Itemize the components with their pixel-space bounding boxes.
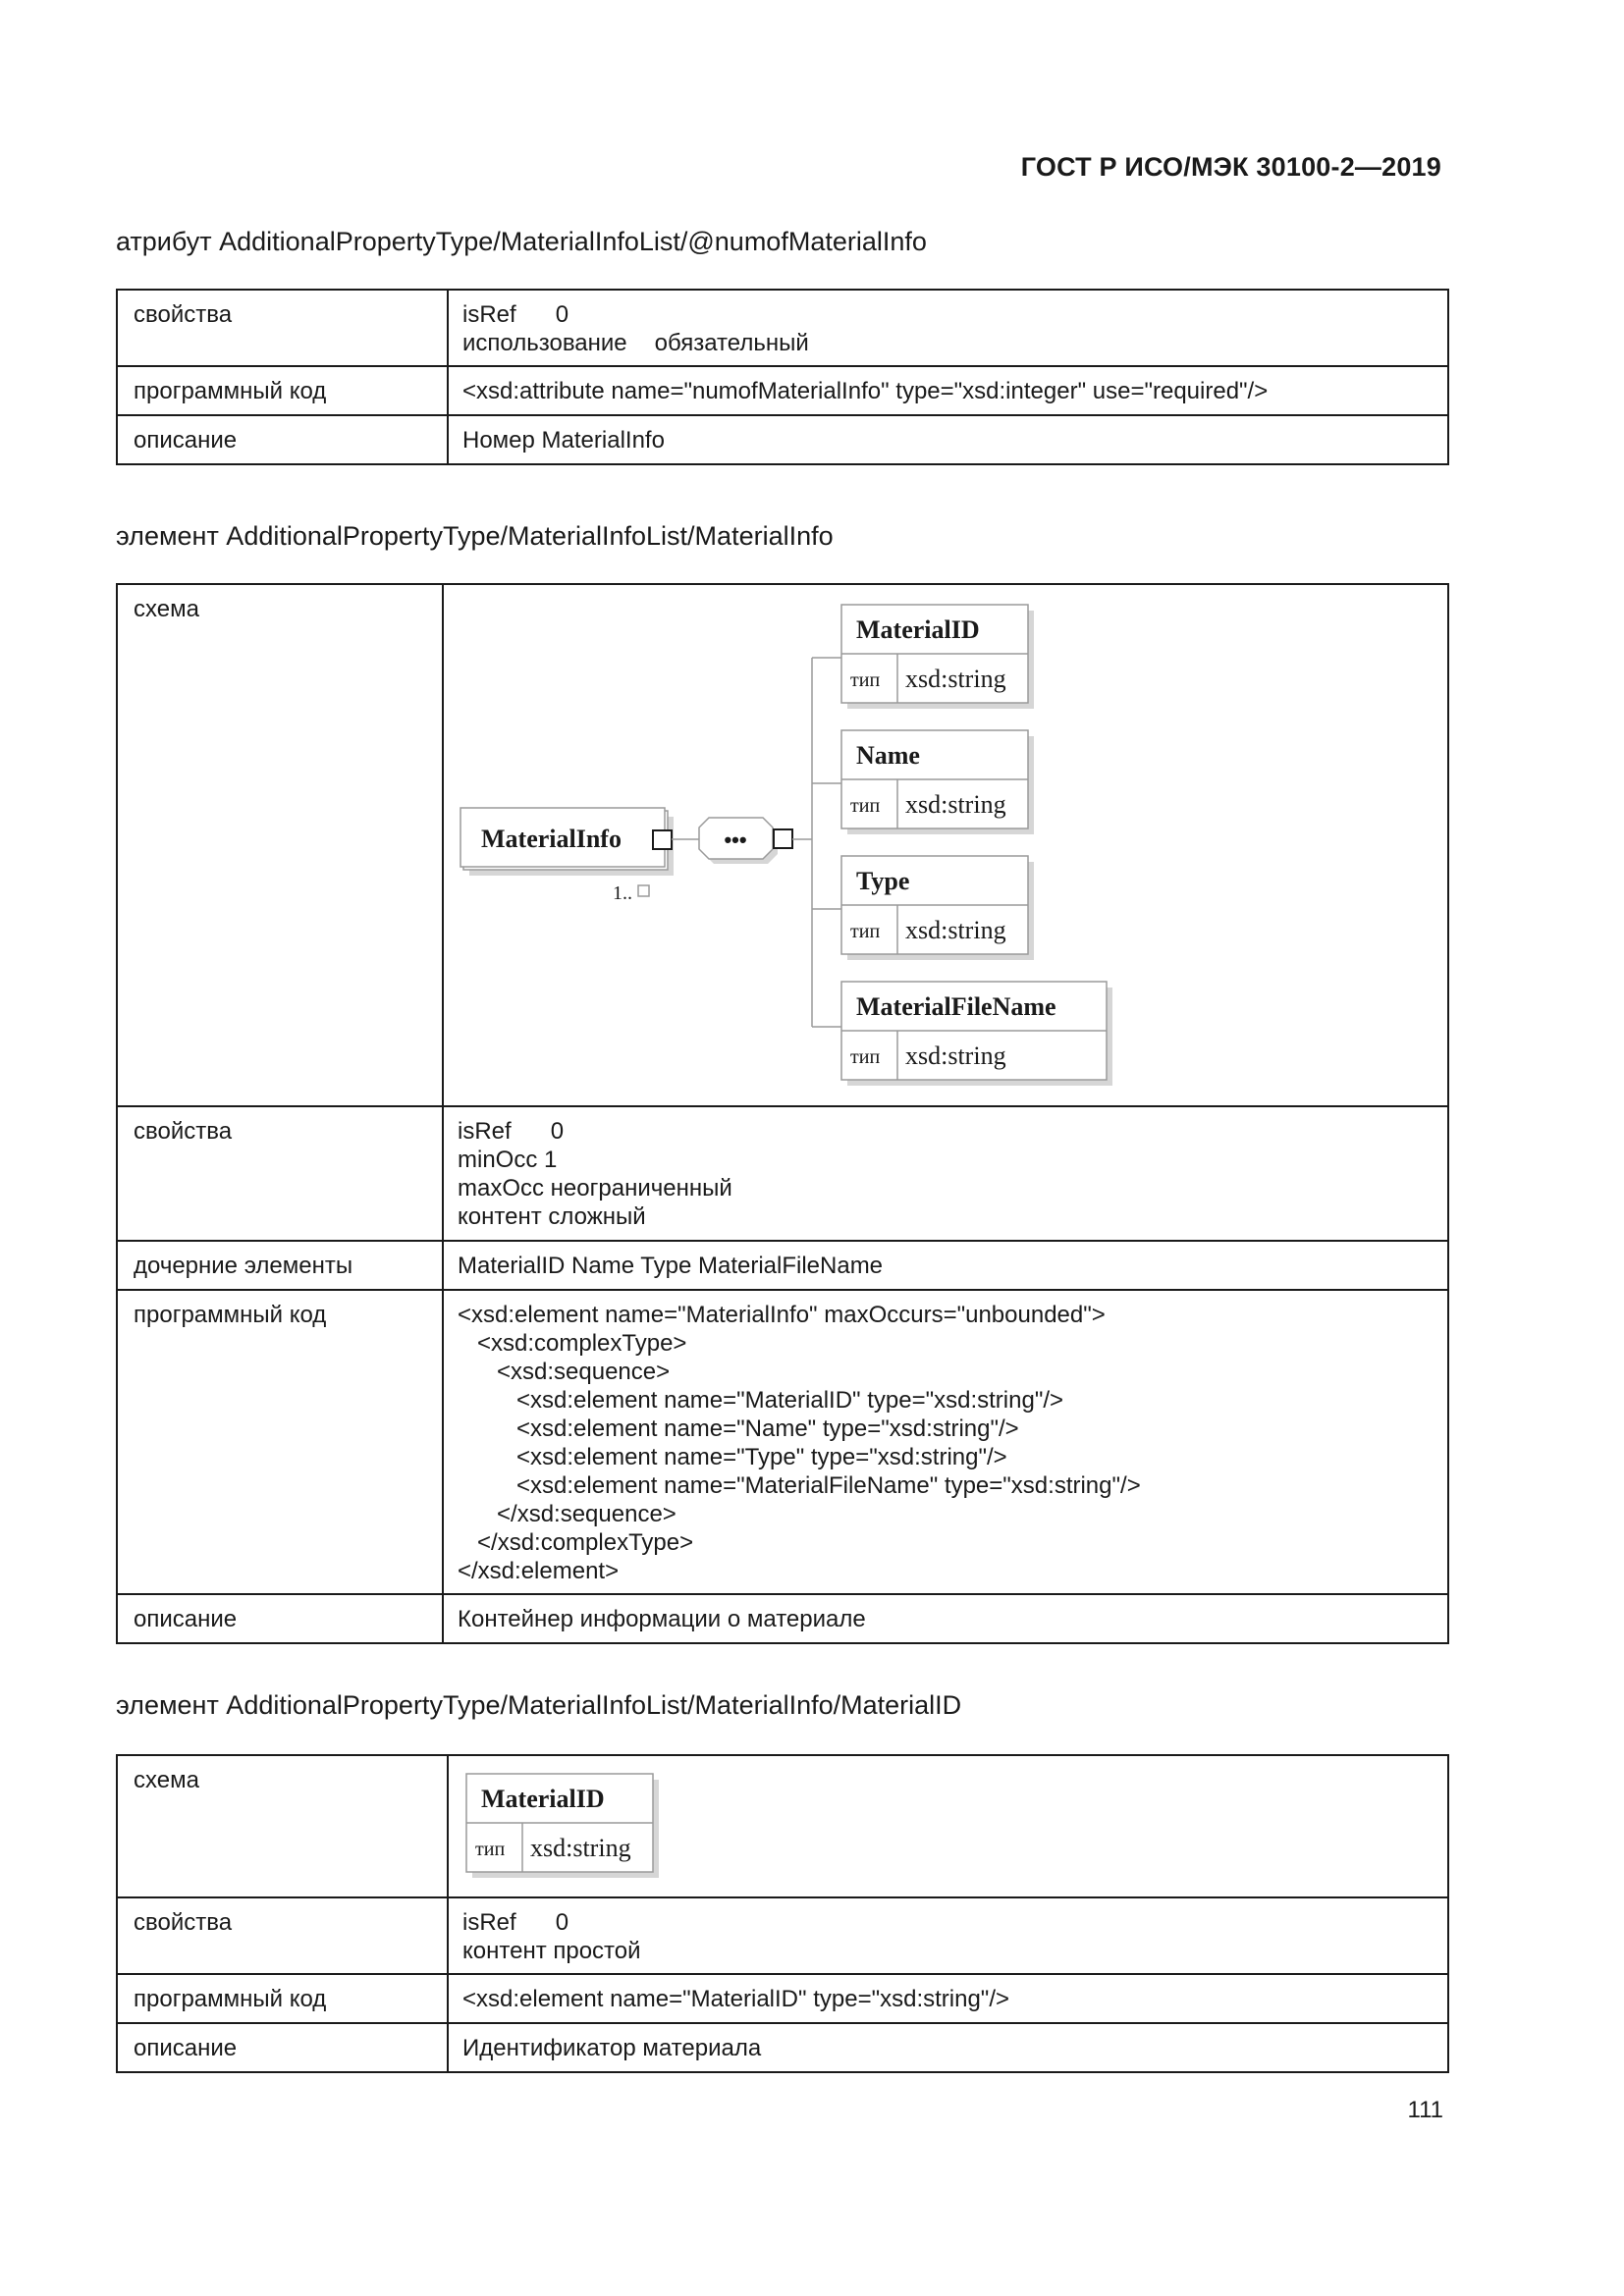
row-label: свойства (117, 1897, 448, 1974)
child-type-value: xsd:string (905, 1041, 1006, 1070)
child-element-materialid (841, 605, 1034, 709)
code-line: </xsd:complexType> (458, 1529, 694, 1556)
isref-value: 0 (550, 1118, 565, 1145)
description-value: Контейнер информации о материале (443, 1594, 1448, 1643)
child-name: MaterialFileName (856, 992, 1056, 1021)
row-value (448, 290, 1448, 366)
code-value: <xsd:attribute name="numofMaterialInfo" type="xsd:integer" use="required"/> (448, 366, 1448, 415)
element-table (116, 1754, 1449, 2073)
row-label: программный код (117, 1290, 443, 1594)
isref-key: isRef (462, 1909, 516, 1936)
child-type-value: xsd:string (905, 916, 1006, 944)
section-title-attribute: атрибут AdditionalPropertyType/MaterialInfoList/@numofMaterialInfo (116, 227, 927, 256)
description-value: Идентификатор материала (448, 2023, 1448, 2072)
table-row (117, 1897, 1448, 1974)
maxocc: maxOcc неограниченный (458, 1175, 732, 1201)
row-label: описание (117, 2023, 448, 2072)
element-name: MaterialID (481, 1785, 605, 1813)
root-multiplicity: 1.. (613, 882, 632, 904)
child-type-key: тип (850, 921, 881, 942)
row-label: схема (117, 1755, 448, 1897)
child-element-type (841, 856, 1034, 960)
element-table (116, 583, 1449, 1644)
attribute-table (116, 289, 1449, 465)
use-key: использование (462, 330, 627, 356)
table-row (117, 366, 1448, 415)
document-code: ГОСТ Р ИСО/МЭК 30100-2—2019 (1020, 152, 1441, 182)
sequence-symbol: ••• (724, 828, 747, 852)
code-line: <xsd:element name="MaterialID" type="xsd:string"/> (458, 1387, 1064, 1414)
table-row (117, 584, 1448, 1106)
code-line: </xsd:sequence> (458, 1501, 677, 1527)
isref-value: 0 (555, 301, 569, 328)
child-type-key: тип (850, 795, 881, 817)
row-label: программный код (117, 1974, 448, 2023)
children-value: MaterialID Name Type MaterialFileName (443, 1241, 1448, 1290)
row-label: описание (117, 1594, 443, 1643)
row-label: дочерние элементы (117, 1241, 443, 1290)
code-line: <xsd:element name="MaterialInfo" maxOccurs="unbounded"> (458, 1302, 1106, 1328)
schema-diagram (444, 585, 1445, 1105)
table-row (117, 1106, 1448, 1241)
child-element-name (841, 730, 1034, 834)
isref-value: 0 (555, 1909, 569, 1936)
schema-diagram-cell (443, 584, 1448, 1106)
table-row (117, 1290, 1448, 1594)
schema-diagram-cell (448, 1755, 1448, 1897)
code-line: <xsd:element name="Name" type="xsd:string"/> (458, 1415, 1019, 1442)
multiplicity-marker (638, 885, 649, 896)
sequence-expand-square (774, 829, 792, 848)
row-label: программный код (117, 366, 448, 415)
code-line: <xsd:element name="Type" type="xsd:string"/> (458, 1444, 1007, 1470)
code-value (443, 1290, 1448, 1594)
child-name: MaterialID (856, 615, 980, 644)
row-value (443, 1106, 1448, 1241)
table-row (117, 1974, 1448, 2023)
code-line: <xsd:complexType> (458, 1330, 687, 1357)
row-value (448, 1897, 1448, 1974)
minocc: minOcc 1 (458, 1147, 558, 1173)
child-type-key: тип (850, 669, 881, 691)
row-label: свойства (117, 290, 448, 366)
element-type-value: xsd:string (530, 1834, 631, 1862)
child-type-value: xsd:string (905, 790, 1006, 819)
code-line: </xsd:element> (458, 1558, 620, 1584)
row-label: свойства (117, 1106, 443, 1241)
child-type-key: тип (850, 1046, 881, 1068)
child-element-materialfilename (841, 982, 1112, 1086)
content-kind: контент сложный (458, 1203, 646, 1230)
row-label: схема (117, 584, 443, 1106)
root-expand-square (653, 830, 672, 849)
table-row (117, 1755, 1448, 1897)
table-row (117, 2023, 1448, 2072)
table-row (117, 415, 1448, 464)
element-box-materialid (466, 1774, 659, 1878)
child-name: Name (856, 741, 920, 770)
child-name: Type (856, 867, 910, 895)
code-line: <xsd:element name="MaterialFileName" type="xsd:string"/> (458, 1472, 1141, 1499)
schema-diagram (449, 1756, 743, 1896)
root-element-name: MaterialInfo (481, 825, 622, 853)
section-title-element: элемент AdditionalPropertyType/MaterialInfoList/MaterialInfo/MaterialID (116, 1690, 962, 1720)
description-value: Номер MaterialInfo (448, 415, 1448, 464)
element-type-key: тип (475, 1839, 506, 1860)
page-number: 111 (1407, 2097, 1443, 2123)
table-row (117, 1594, 1448, 1643)
content-kind: контент простой (462, 1938, 641, 1964)
row-label: описание (117, 415, 448, 464)
table-row (117, 290, 1448, 366)
use-value: обязательный (654, 330, 809, 356)
isref-key: isRef (462, 301, 516, 328)
code-line: <xsd:sequence> (458, 1359, 671, 1385)
code-value: <xsd:element name="MaterialID" type="xsd:string"/> (448, 1974, 1448, 2023)
table-row (117, 1241, 1448, 1290)
child-type-value: xsd:string (905, 665, 1006, 693)
section-title-element: элемент AdditionalPropertyType/MaterialInfoList/MaterialInfo (116, 521, 834, 551)
isref-key: isRef (458, 1118, 512, 1145)
